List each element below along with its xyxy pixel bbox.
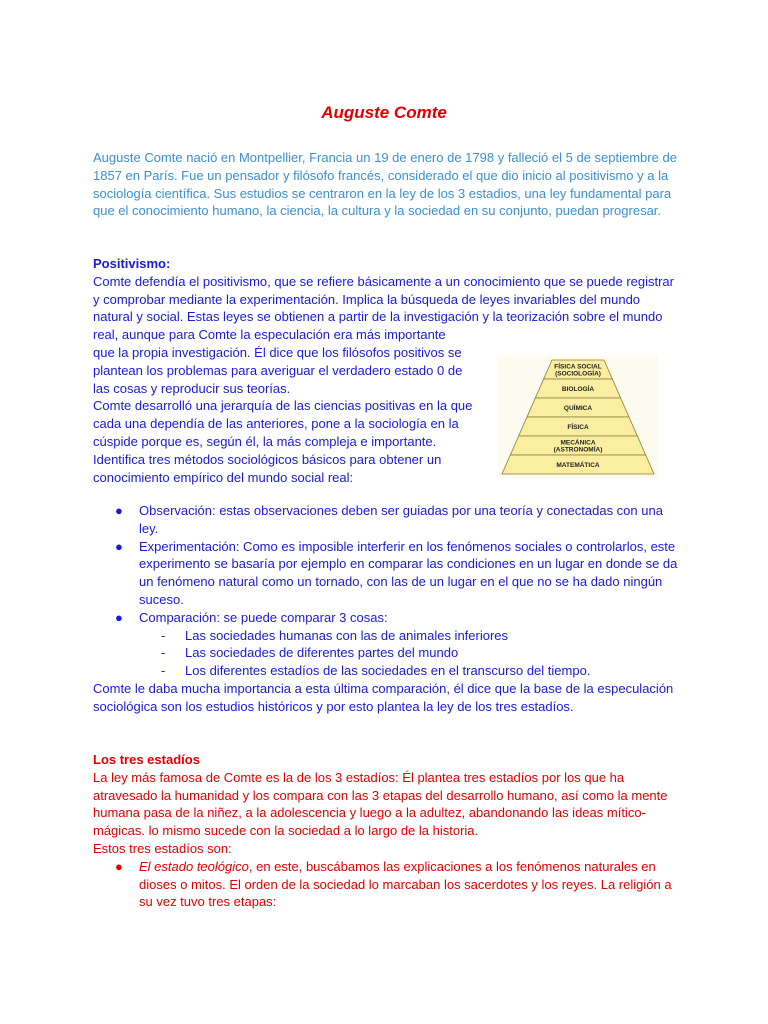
list-item	[93, 662, 683, 680]
positivismo-heading: Positivismo:	[93, 256, 171, 271]
sciences-hierarchy-pyramid	[498, 356, 658, 478]
positivismo-section-top	[93, 255, 683, 344]
pyramid-level-label: MATEMÁTICA	[556, 462, 600, 469]
list-item	[93, 538, 683, 609]
estado-teologico-description: , en este, buscábamos las explicaciones a los fenómenos naturales en dioses o mitos. El orden de la sociedad lo marcaban los sacerdotes y los reyes. La religión a su vez tuvo tres etapas:	[139, 858, 672, 910]
bullet-icon: ●	[115, 503, 123, 518]
list-item	[93, 609, 683, 627]
pyramid-level-sublabel: (SOCIOLOGÍA)	[555, 370, 601, 378]
pyramid-level-label: QUÍMICA	[563, 405, 593, 412]
comparison-item: Las sociedades de diferentes partes del mundo	[185, 645, 459, 661]
dash-icon: -	[161, 627, 166, 643]
positivismo-paragraph-4: Comte le daba mucha importancia a esta última comparación, él dice que la base de la especulación sociológica son los estudios históricos y por esto plantea la ley de los tres estadíos.	[93, 680, 674, 714]
comparison-item: Los diferentes estadíos de las sociedades en el transcurso del tiempo.	[185, 663, 591, 679]
methods-list	[93, 502, 683, 716]
positivismo-wrapped-text	[93, 344, 478, 486]
estadios-paragraph-1: La ley más famosa de Comte es la de los 3 estadíos: Él plantea tres estadíos por los que ha atravesado la humanidad y los compara con las 3 etapas del desarrollo humano, así como la mente humana pasa de la niñez, a la adolescencia y luego a la adultez, abandonando las ideas mítico-mágicas. lo mismo sucede con la sociedad a lo largo de la historia.	[93, 769, 668, 839]
bullet-icon: ●	[115, 858, 123, 874]
dash-icon: -	[161, 663, 166, 679]
list-item	[93, 627, 683, 645]
list-item	[93, 502, 683, 538]
pyramid-diagram	[498, 356, 658, 478]
dash-icon: -	[161, 645, 166, 661]
list-item	[93, 858, 683, 911]
comparison-item: Las sociedades humanas con las de animales inferiores	[185, 627, 509, 643]
list-item	[93, 644, 683, 662]
pyramid-level-label: BIOLOGÍA	[561, 386, 595, 393]
pyramid-level-label: FÍSICA SOCIAL	[554, 363, 602, 371]
positivismo-paragraph-1-continued: que la propia investigación. Él dice que los filósofos positivos se plantean los problemas para averiguar el verdadero estado 0 de las cosas y reproducir sus teorías.	[93, 345, 463, 396]
positivismo-paragraph-3: Identifica tres métodos sociológicos básicos para obtener un conocimiento empírico del mundo social real:	[93, 451, 442, 485]
estadios-heading: Los tres estadíos	[93, 752, 200, 767]
pyramid-level-label: MECÁNICA	[560, 439, 596, 447]
bullet-icon: ●	[115, 609, 123, 625]
method-experimentacion: Experimentación: Como es imposible interferir en los fenómenos sociales o controlarlos, este experimento se basaría por ejemplo en comparar las condiciones en un lugar en donde se da un fenómeno natural como un tornado, con las de un lugar en el que no se ha dado ningún suceso.	[139, 538, 678, 607]
positivismo-paragraph-1: Comte defendía el positivismo, que se refiere básicamente a un conocimiento que se puede registrar y comprobar mediante la experimentación. Implica la búsqueda de leyes invariables del mundo natural y social. Estas leyes se obtienen a partir de la investigación y la teorización sobre el mundo real, aunque para Comte la especulación era más importante	[93, 273, 674, 343]
method-comparacion: Comparación: se puede comparar 3 cosas:	[139, 609, 388, 625]
estado-teologico-term: El estado teológico	[139, 858, 249, 874]
page-title: Auguste Comte	[321, 103, 447, 122]
method-observacion: Observación: estas observaciones deben ser guiadas por una teoría y conectadas con una ley.	[139, 503, 663, 536]
bullet-icon: ●	[115, 538, 123, 554]
estadios-section	[93, 751, 683, 911]
intro-paragraph: Auguste Comte nació en Montpellier, Francia un 19 de enero de 1798 y falleció el 5 de septiembre de 1857 en París. Fue un pensador y filósofo francés, considerado el que dio inicio al positivismo y a la sociología científica. Sus estudios se centraron en la ley de los 3 estadios, una ley fundamental para que el conocimiento humano, la ciencia, la cultura y la sociedad en su conjunto, puedan progresar.	[93, 150, 677, 219]
pyramid-level-label: FÍSICA	[567, 424, 589, 431]
estadios-paragraph-2: Estos tres estadíos son:	[93, 840, 232, 856]
pyramid-level-sublabel: (ASTRONOMÍA)	[553, 446, 603, 454]
positivismo-paragraph-2: Comte desarrolló una jerarquía de las ciencias positivas en la que cada una dependía de las anteriores, pone a la sociología en la cúspide porque es, según él, la más compleja e importante.	[93, 398, 473, 449]
